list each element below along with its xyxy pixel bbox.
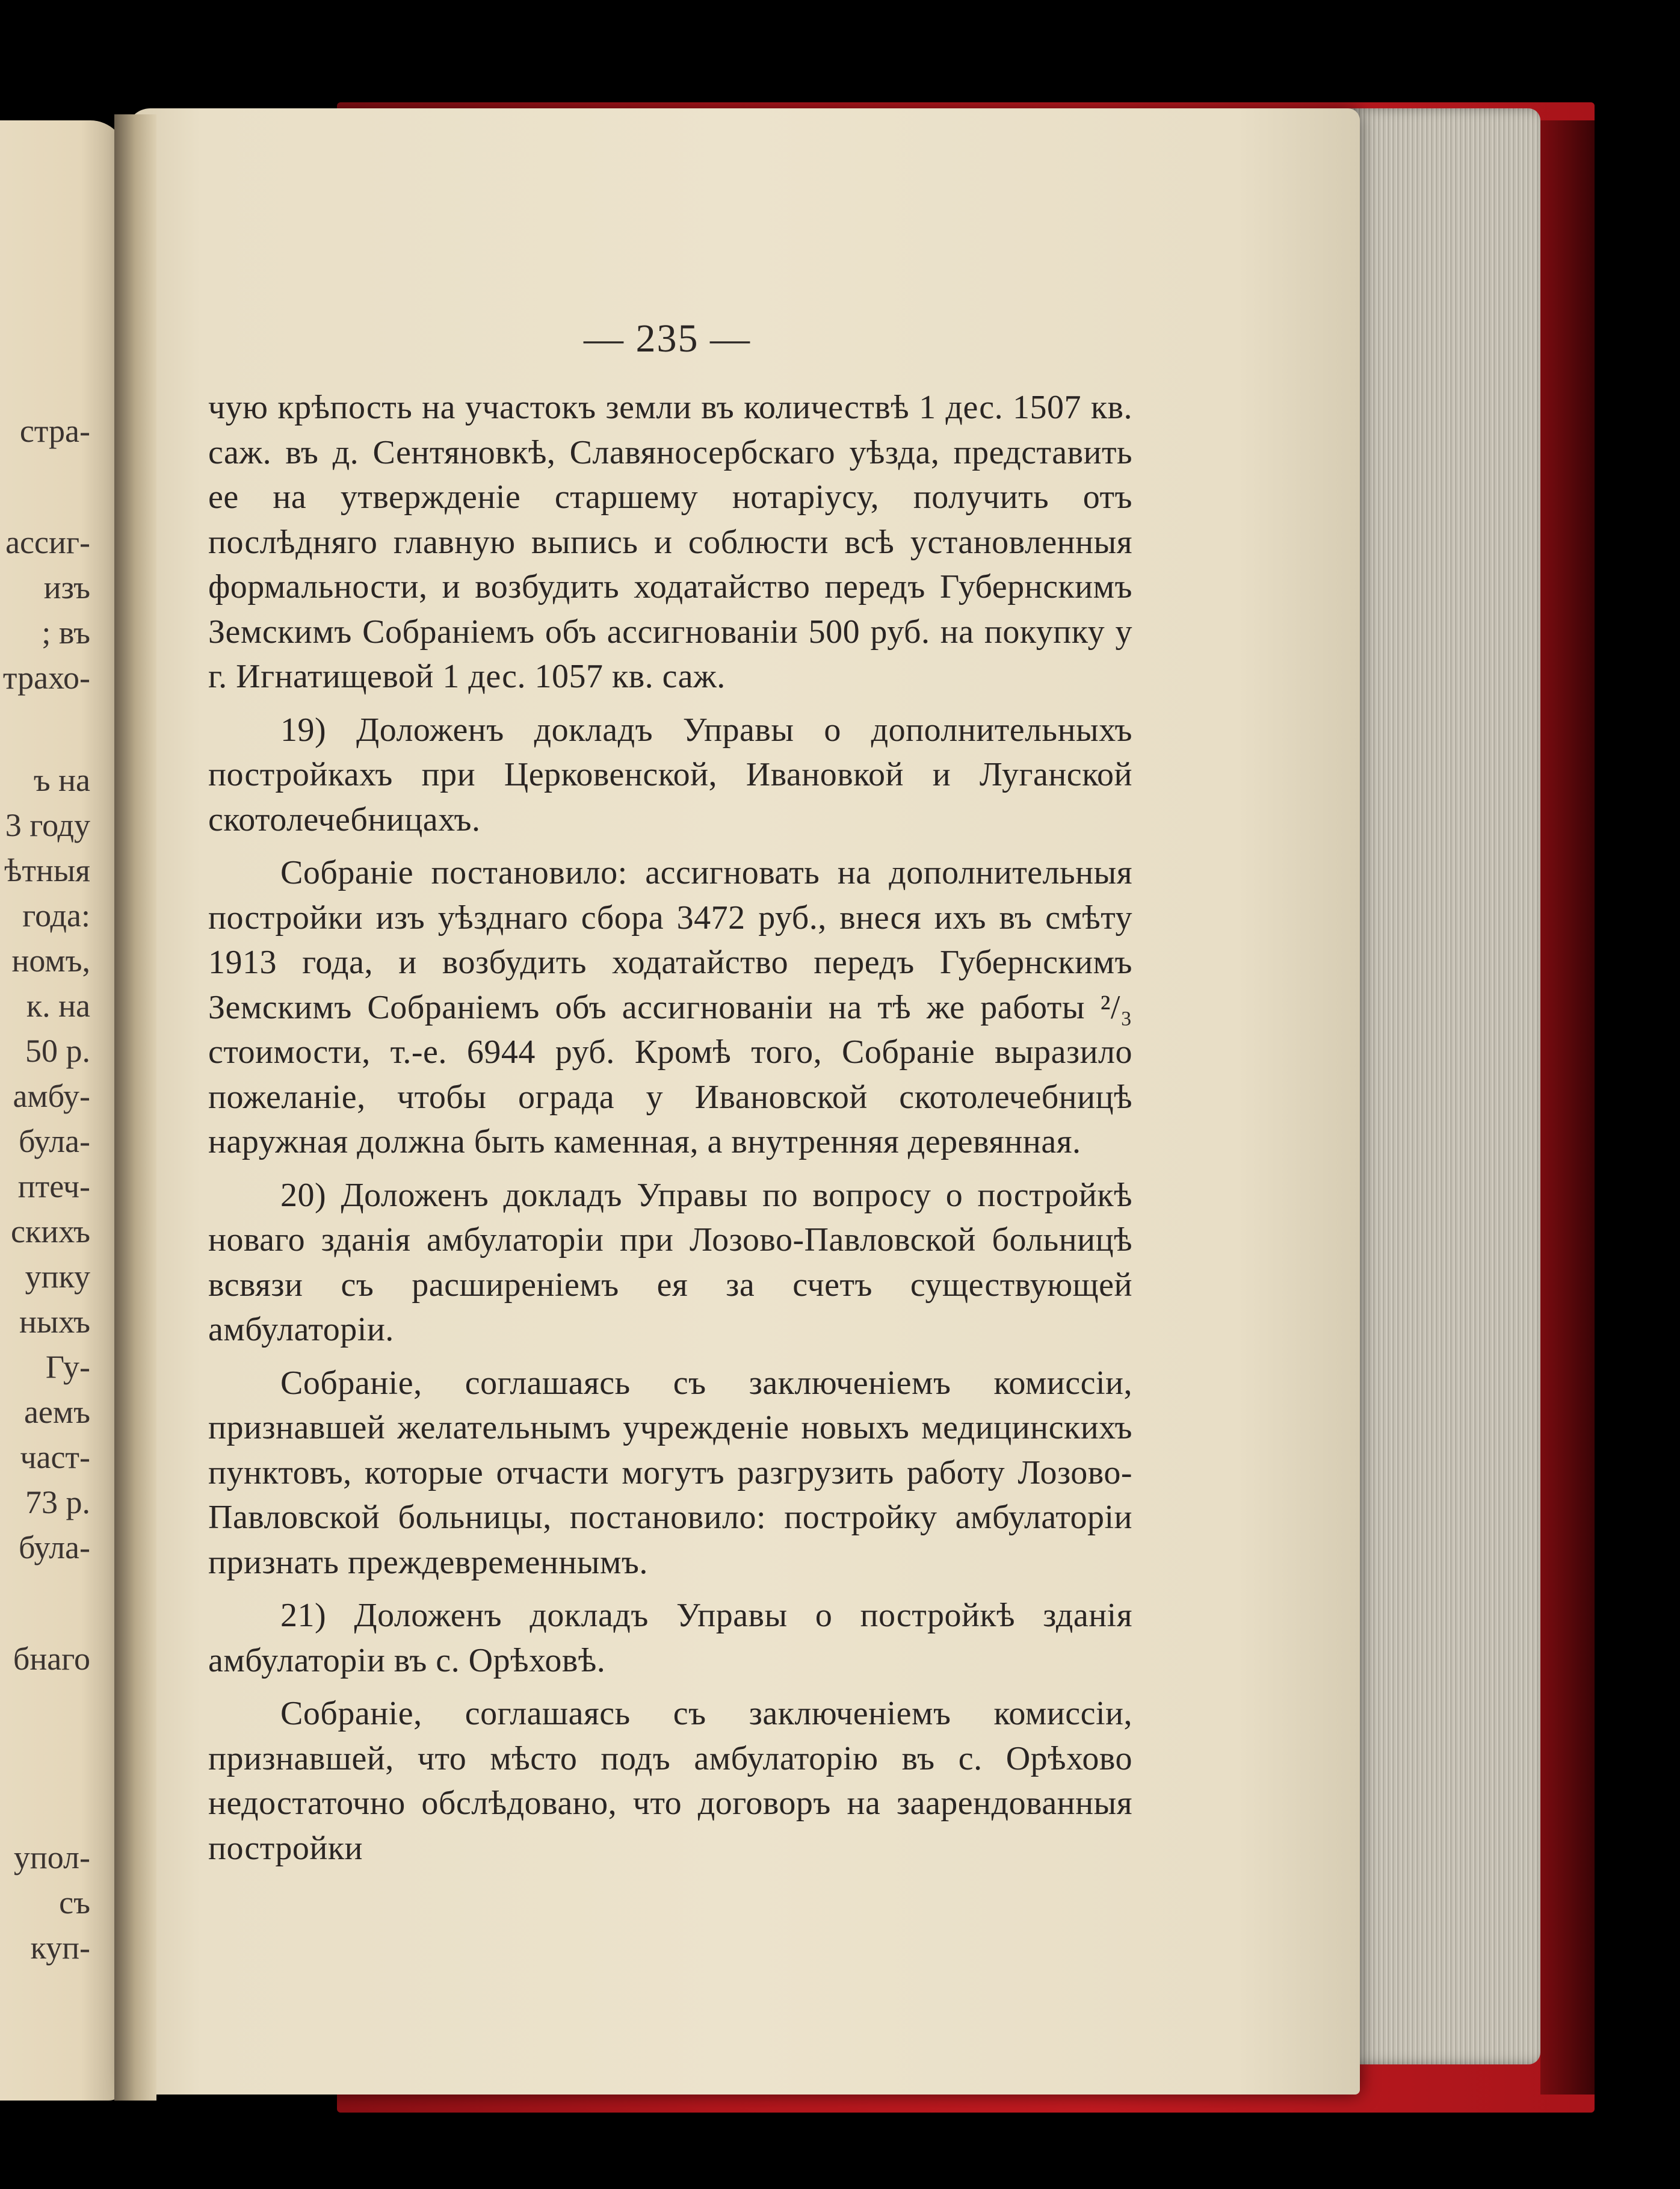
left-page-line: ныхъ [19, 1304, 90, 1340]
left-page-line: года: [22, 897, 90, 933]
paragraph-item-21: 21) Доложенъ докладъ Управы о постройкѣ зданія амбулаторіи въ с. Орѣховѣ. [208, 1597, 1132, 1679]
left-page-line: съ [59, 1884, 90, 1921]
left-page-line: изъ [43, 569, 90, 605]
page-block-edges [1342, 108, 1540, 2064]
left-page-line: аемъ [23, 1394, 90, 1430]
left-page-line: к. на [26, 988, 90, 1024]
left-page-line: част- [20, 1439, 90, 1475]
left-page-line: упол- [13, 1839, 90, 1875]
left-page-line: птеч- [17, 1168, 90, 1204]
paragraph-item-19: 19) Доложенъ докладъ Управы о дополнительныхъ постройкахъ при Церковенской, Ивановкой и Луганской скотолечебницахъ. [208, 711, 1132, 838]
paragraph: чую крѣпость на участокъ земли въ количествѣ 1 дес. 1507 кв. саж. въ д. Сентяновкѣ, Славяносербскаго уѣзда, представить ее на утвержденіе старшему нотаріусу, получить отъ послѣдняго главную выпись и соблюсти всѣ установленныя формальности, и возбудить ходатайство передъ Губернскимъ Земскимъ Собраніемъ объ ассигнованіи 500 руб. на покупку у г. Игнатищевой 1 дес. 1057 кв. саж. [208, 389, 1132, 695]
left-page-line: ѣтныя [4, 852, 90, 888]
left-page-line: амбу- [13, 1078, 90, 1114]
left-page-line: ; въ [42, 615, 90, 651]
left-page-line: була- [19, 1529, 90, 1565]
left-page-line: була- [19, 1123, 90, 1159]
left-page-line: скихъ [11, 1213, 90, 1249]
paragraph: Собраніе, соглашаясь съ заключеніемъ комиссіи, признавшей желательнымъ учрежденіе новыхъ медицинскихъ пунктовъ, которые отчасти могутъ разгрузить работу Лозово-Павловской больницы, постановило: постройку амбулаторіи признать преждевременнымъ. [208, 1364, 1132, 1581]
left-page-line: куп- [30, 1930, 90, 1966]
left-page-line: номъ, [11, 943, 90, 979]
left-page-line: упку [25, 1259, 90, 1295]
left-page-line: бнаго [13, 1641, 90, 1677]
paragraph-item-20: 20) Доложенъ докладъ Управы по вопросу о постройкѣ новаго зданія амбулаторіи при Лозово-Павловской больницѣ всвязи съ расширеніемъ ея за счетъ существующей амбулаторіи. [208, 1176, 1132, 1348]
paragraph: Собраніе, соглашаясь съ заключеніемъ комиссіи, признавшей, что мѣсто подъ амбулаторію въ с. Орѣхово недостаточно обслѣдовано, что договоръ на заарендованныя постройки [208, 1695, 1132, 1867]
paragraph: Собраніе постановило: ассигновать на дополнительныя постройки изъ уѣзднаго сбора 3472 руб., внеся ихъ въ смѣту 1913 года, и возбудить ходатайство передъ Губернскимъ Земскимъ Собраніемъ объ ассигнованіи на тѣ же работы ²/₃ стоимости, т.-е. 6944 руб. Кромѣ того, Собраніе выразило пожеланіе, чтобы ограда у Ивановской скотолечебницѣ наружная должна быть каменная, а внутренняя деревянная. [208, 854, 1132, 1160]
page-gutter [114, 114, 156, 2101]
left-page-line: ъ на [33, 762, 90, 798]
left-page-line: трахо- [2, 660, 90, 696]
left-page [0, 120, 126, 2101]
left-page-line: 3 году [5, 807, 90, 843]
page-body [208, 385, 1132, 1871]
left-page-line: 73 р. [25, 1484, 90, 1520]
left-page-line: стра- [19, 413, 90, 449]
page-number: — 235 — [584, 317, 751, 361]
left-page-line: 50 р. [25, 1033, 90, 1069]
cover-edge [1540, 120, 1595, 2095]
left-page-line: ассиг- [5, 524, 90, 560]
left-page-line: Гу- [45, 1349, 90, 1385]
